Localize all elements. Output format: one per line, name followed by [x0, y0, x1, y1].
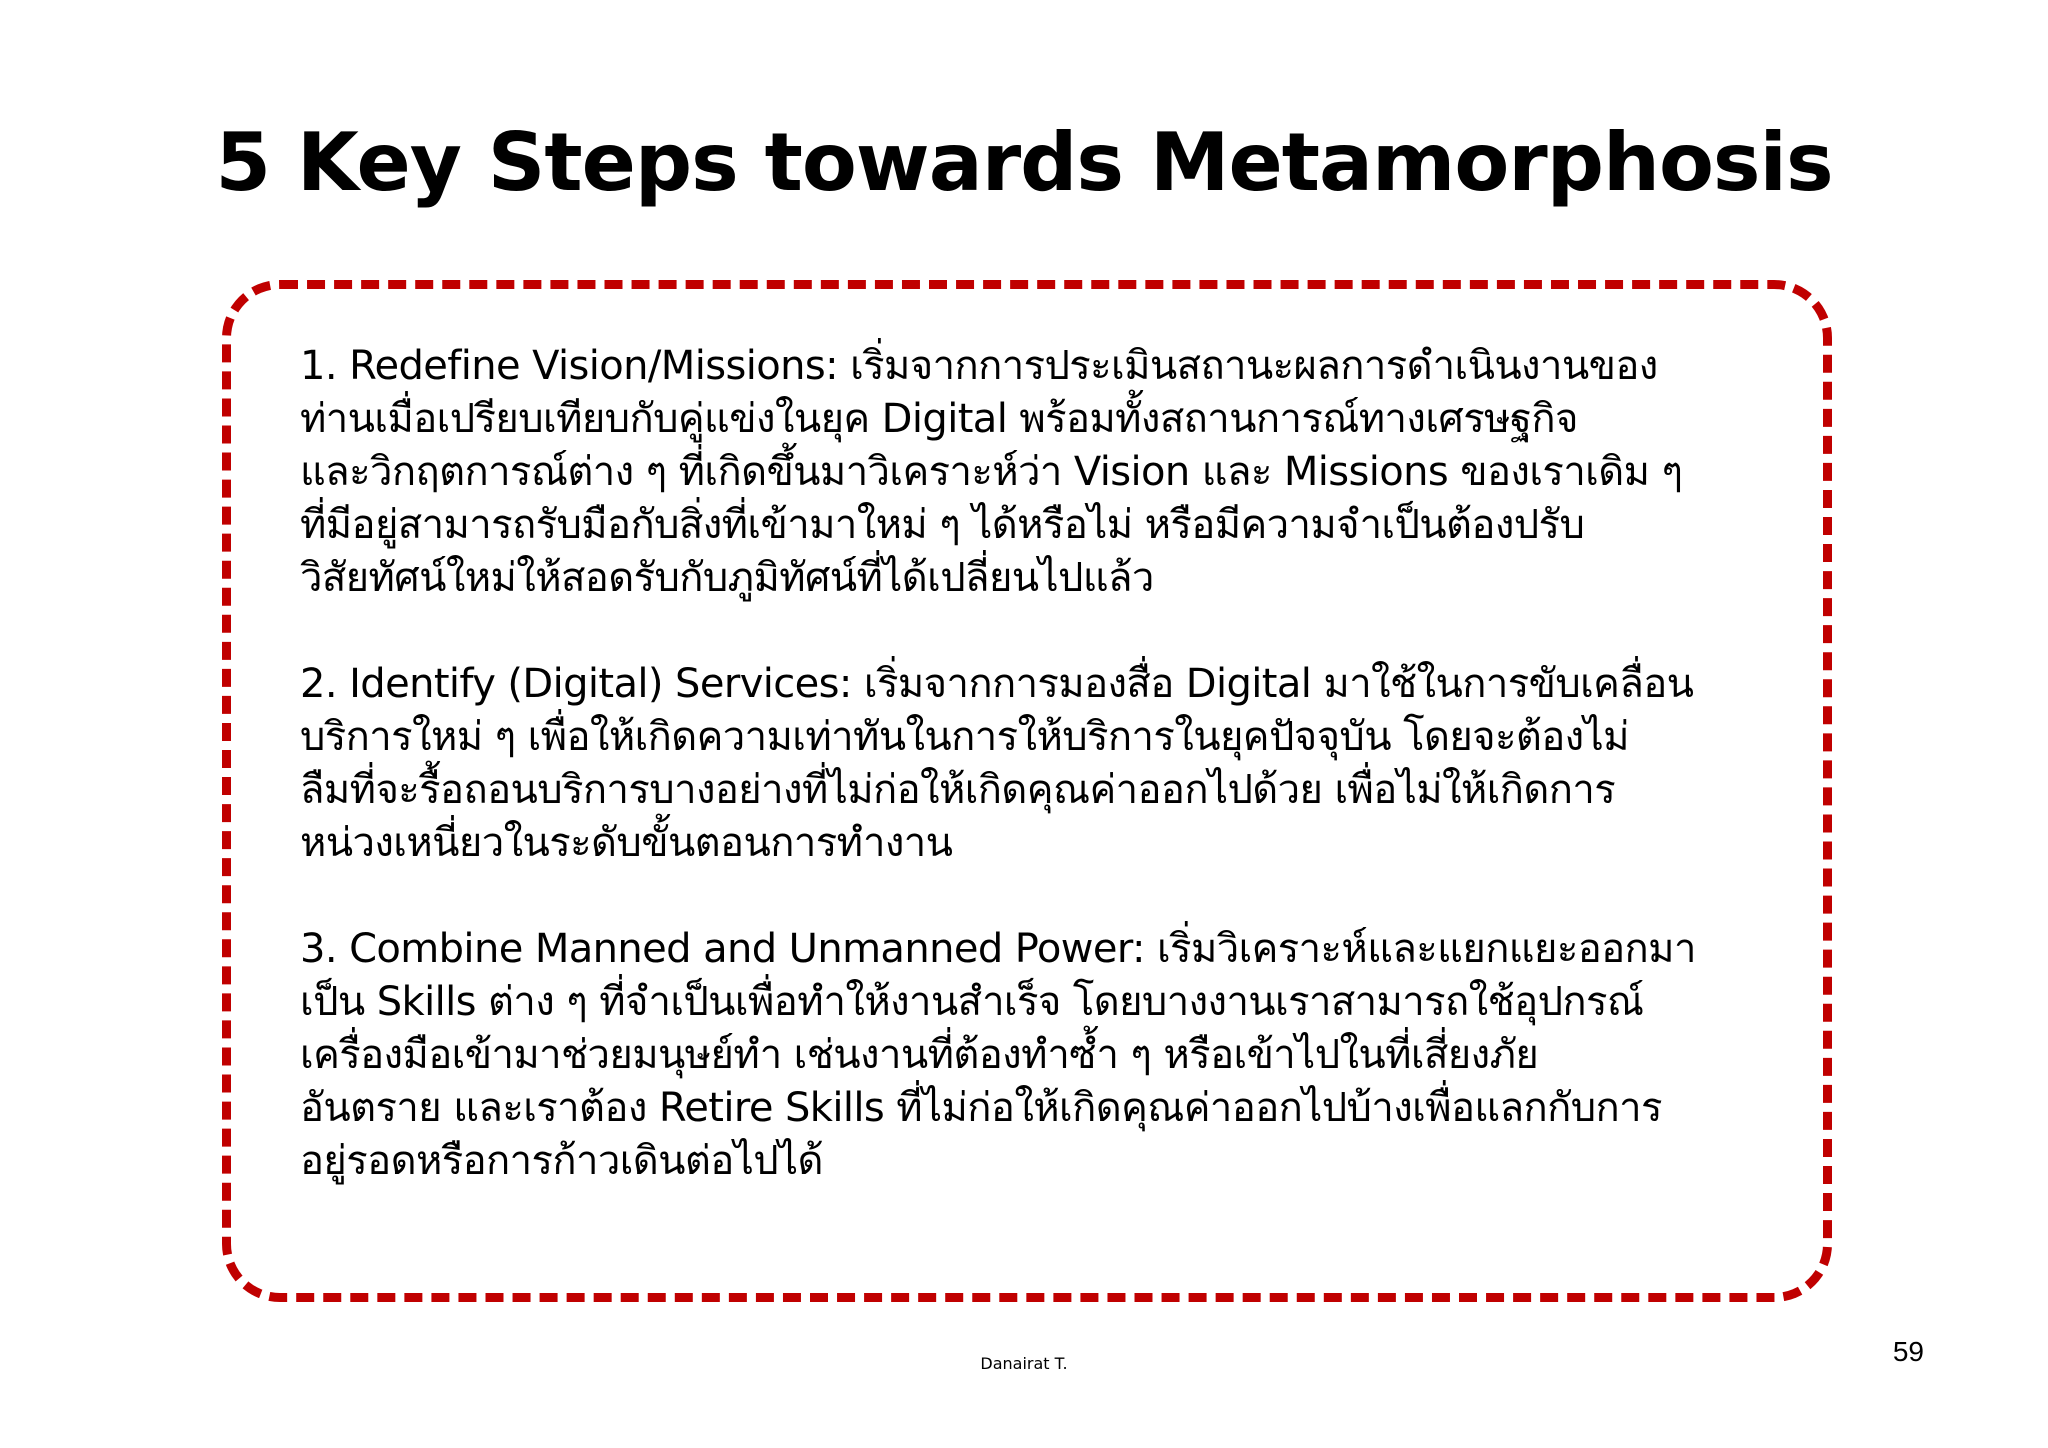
step-text-line: 2. Identify (Digital) Services: เริ่มจากการมองสื่อ Digital มาใช้ในการขับเคลื่อน: [300, 661, 1694, 707]
step-text-line: อันตราย และเราต้อง Retire Skills ที่ไม่ก่อให้เกิดคุณค่าออกไปบ้างเพื่อแลกกับการ: [300, 1085, 1662, 1131]
footer-author: Danairat T.: [980, 1354, 1068, 1373]
step-text-line: และวิกฤตการณ์ต่าง ๆ ที่เกิดขึ้นมาวิเคราะห์ว่า Vision และ Missions ของเราเดิม ๆ: [300, 449, 1683, 495]
step-item: [300, 340, 1780, 605]
step-text-line: หน่วงเหนี่ยวในระดับขั้นตอนการทำงาน: [300, 820, 953, 866]
step-text-line: 3. Combine Manned and Unmanned Power: เริ่มวิเคราะห์และแยกแยะออกมา: [300, 926, 1696, 972]
step-text-line: เป็น Skills ต่าง ๆ ที่จำเป็นเพื่อทำให้งานสำเร็จ โดยบางงานเราสามารถใช้อุปกรณ์: [300, 979, 1644, 1025]
step-item: [300, 658, 1780, 870]
step-text-line: ลืมที่จะรื้อถอนบริการบางอย่างที่ไม่ก่อให้เกิดคุณค่าออกไปด้วย เพื่อไม่ให้เกิดการ: [300, 767, 1616, 813]
step-text-line: ที่มีอยู่สามารถรับมือกับสิ่งที่เข้ามาใหม่ ๆ ได้หรือไม่ หรือมีความจำเป็นต้องปรับ: [300, 502, 1585, 548]
steps-list: [300, 340, 1780, 1241]
step-text-line: เครื่องมือเข้ามาช่วยมนุษย์ทำ เช่นงานที่ต้องทำซ้ำ ๆ หรือเข้าไปในที่เสี่ยงภัย: [300, 1032, 1539, 1078]
step-text-line: ท่านเมื่อเปรียบเทียบกับคู่แข่งในยุค Digital พร้อมทั้งสถานการณ์ทางเศรษฐกิจ: [300, 396, 1578, 442]
page-number: 59: [1892, 1336, 1924, 1367]
step-text-line: วิสัยทัศน์ใหม่ให้สอดรับกับภูมิทัศน์ที่ได้เปลี่ยนไปแล้ว: [300, 555, 1154, 601]
step-text-line: บริการใหม่ ๆ เพื่อให้เกิดความเท่าทันในการให้บริการในยุคปัจจุบัน โดยจะต้องไม่: [300, 714, 1629, 760]
slide-title: 5 Key Steps towards Metamorphosis: [215, 116, 1833, 209]
step-item: [300, 923, 1780, 1188]
step-text-line: อยู่รอดหรือการก้าวเดินต่อไปได้: [300, 1138, 823, 1184]
step-text-line: 1. Redefine Vision/Missions: เริ่มจากการประเมินสถานะผลการดำเนินงานของ: [300, 343, 1658, 389]
